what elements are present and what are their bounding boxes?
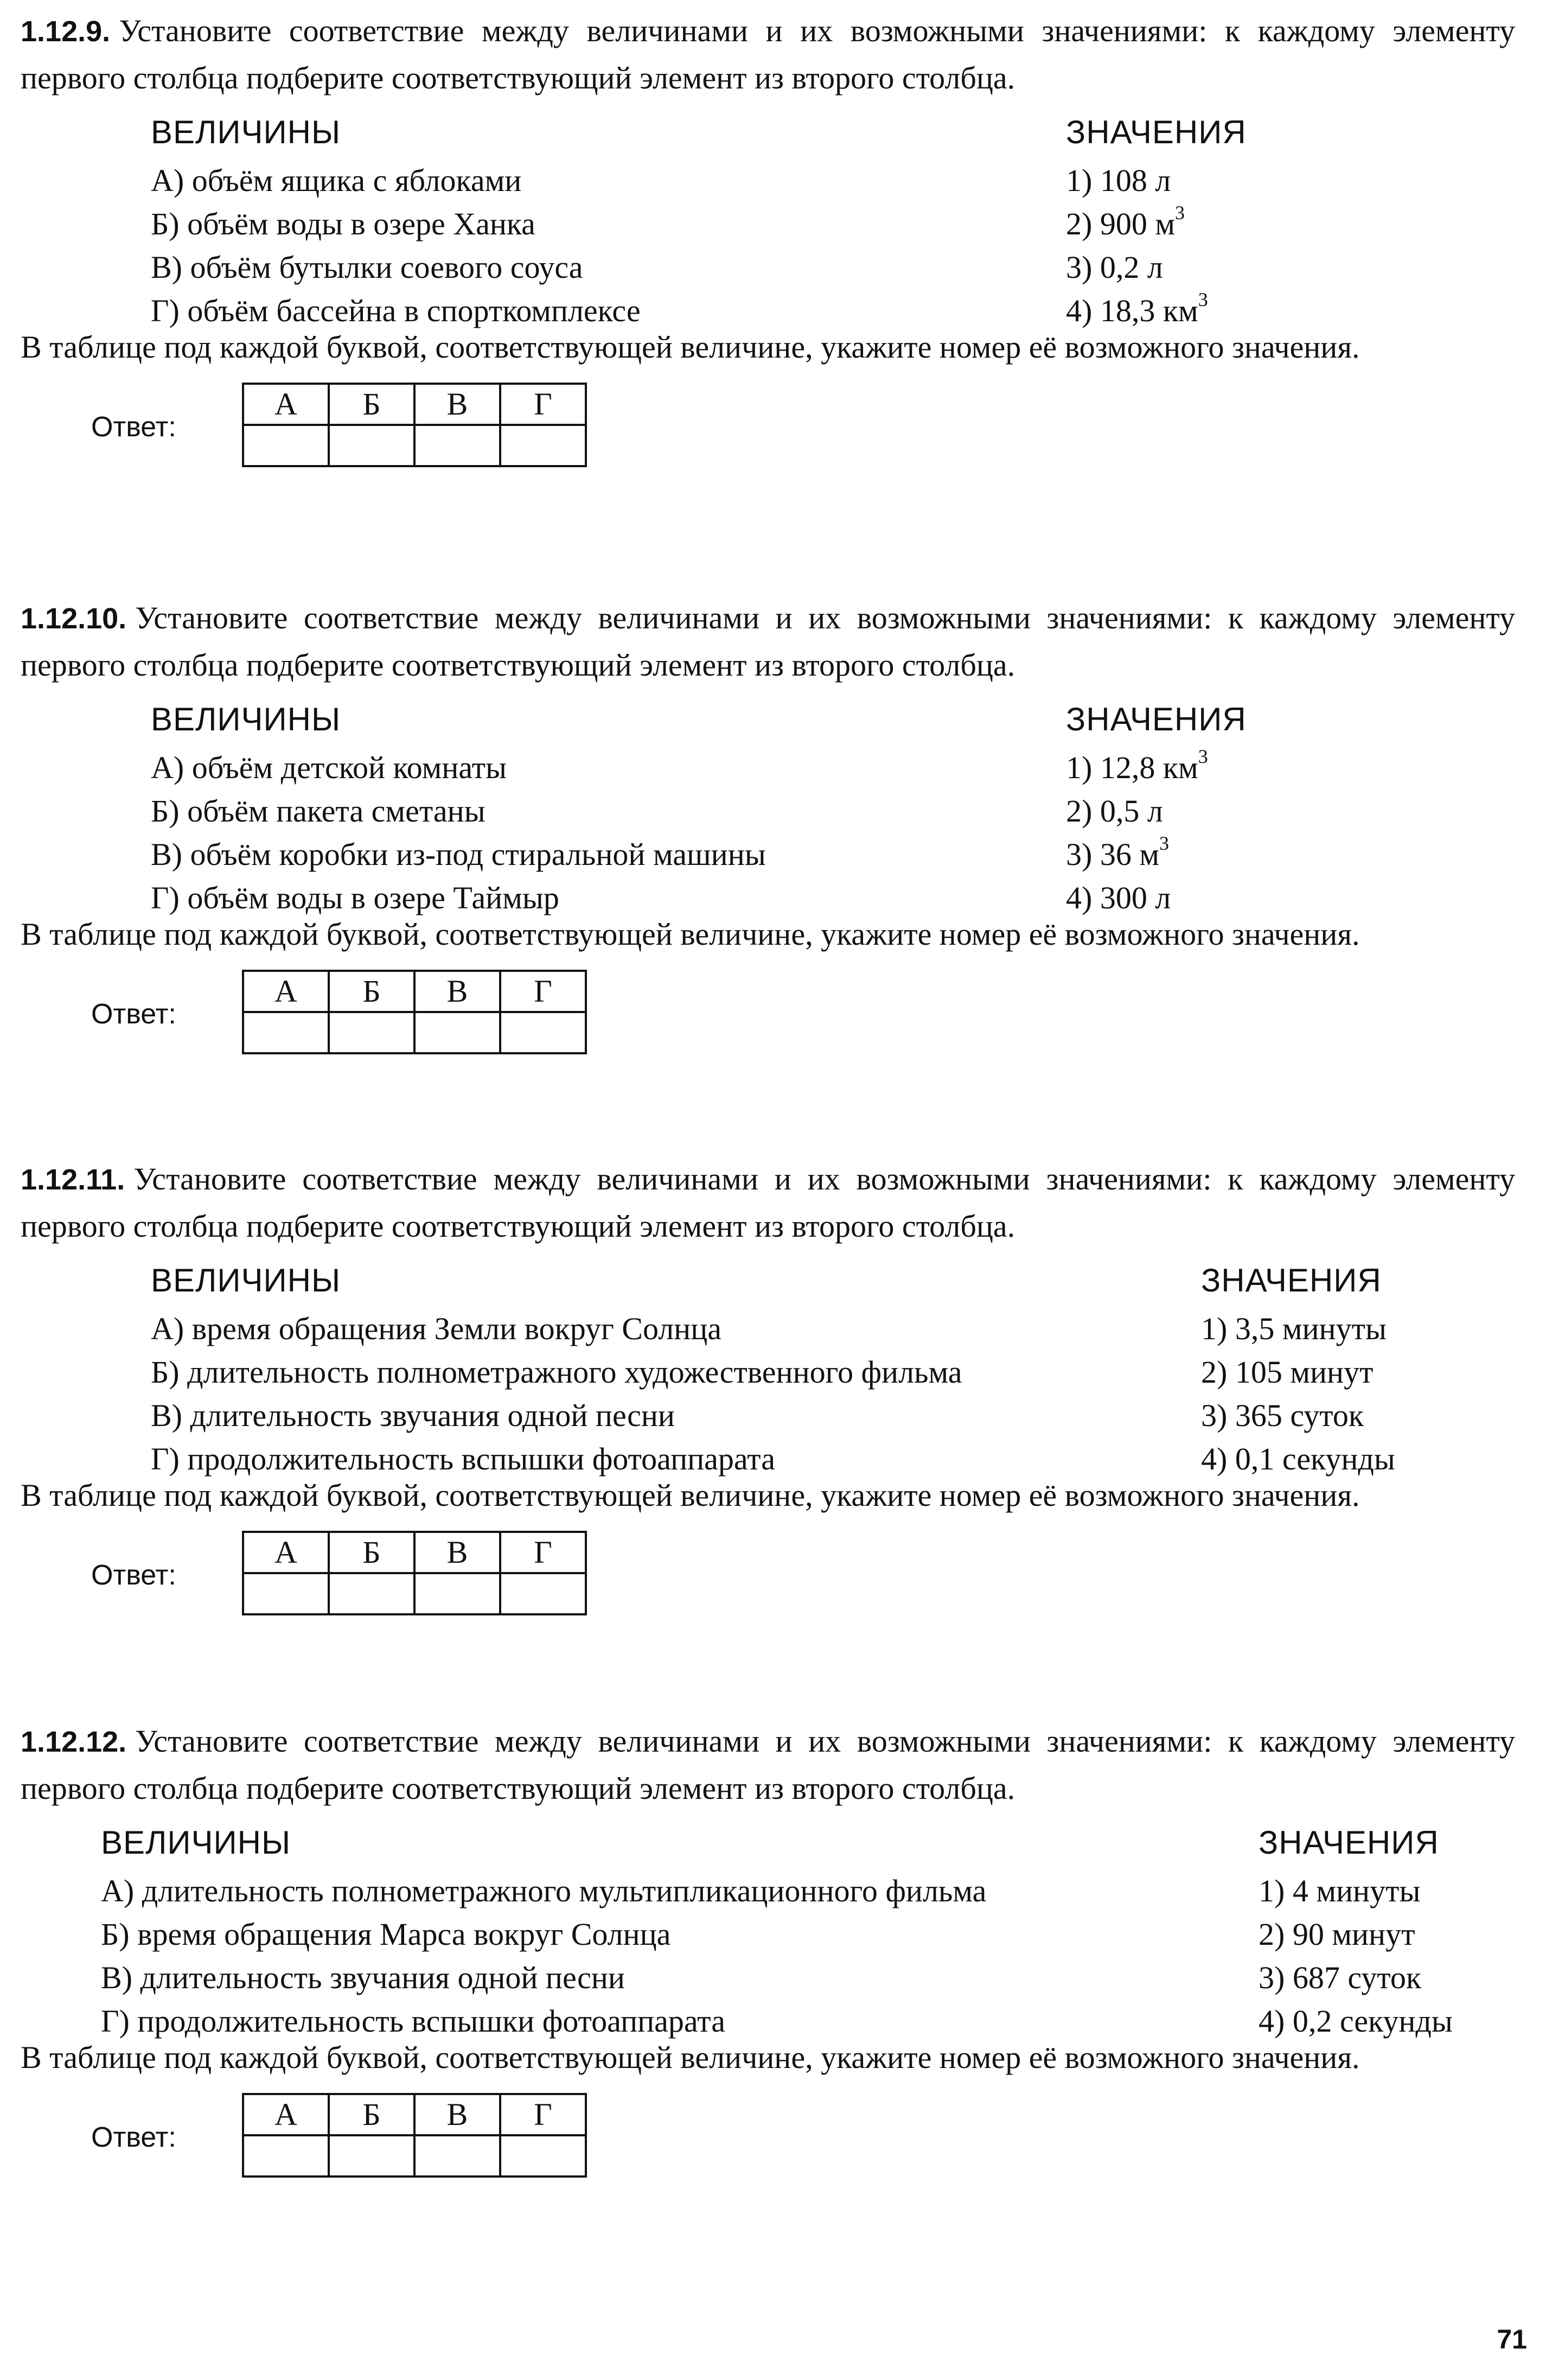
- letter-cell: В: [414, 384, 500, 425]
- answer-label: Ответ:: [91, 2122, 176, 2153]
- quantities-column: [151, 693, 766, 920]
- matching-columns: [21, 693, 1515, 915]
- quantity-item: Б) длительность полнометражного художественного фильма: [151, 1354, 962, 1390]
- quantity-item: В) объём коробки из-под стиральной машины: [151, 837, 766, 872]
- problem-1-12-12: [21, 1718, 1515, 2191]
- value-item: [1066, 790, 1247, 833]
- value-item: [1201, 1394, 1395, 1437]
- value-text: 2) 105 минут: [1201, 1354, 1374, 1390]
- value-text: 3) 0,2 л: [1066, 250, 1163, 285]
- quantity-item: А) длительность полнометражного мультипликационного фильма: [101, 1873, 987, 1908]
- quantity-item: В) длительность звучания одной песни: [151, 1398, 675, 1433]
- quantities-column: [151, 106, 641, 333]
- problem-1-12-11: [21, 1156, 1515, 1628]
- instruction-text: В таблице под каждой буквой, соответствующей величине, укажите номер её возможного значения.: [21, 917, 1360, 952]
- letter-cell: Г: [500, 1532, 586, 1573]
- values-column: [1259, 1816, 1453, 2043]
- letter-cell: А: [243, 384, 329, 425]
- answer-cell[interactable]: [414, 2135, 500, 2177]
- value-text: 3) 687 суток: [1259, 1960, 1422, 1995]
- values-header: ЗНАЧЕНИЯ: [1259, 1824, 1439, 1861]
- problem-number: 1.12.9.: [21, 15, 111, 48]
- value-item: [1259, 1869, 1453, 1913]
- answer-cell[interactable]: [414, 1573, 500, 1614]
- problem-text: Установите соответствие между величинами и их возможными значениями: к каждому элементу первого столбца подберите соответствующий элемент из второго столбца.: [21, 600, 1515, 683]
- letter-cell: А: [243, 1532, 329, 1573]
- value-text: 1) 4 минуты: [1259, 1873, 1421, 1908]
- matching-columns: [21, 106, 1515, 328]
- values-column: [1066, 106, 1247, 333]
- quantities-column: [151, 1254, 962, 1481]
- answer-cell[interactable]: [329, 1573, 414, 1614]
- value-item: [1066, 159, 1247, 202]
- value-item: [1066, 833, 1247, 876]
- problem-1-12-9: [21, 8, 1515, 480]
- page-number: 71: [1497, 2324, 1527, 2354]
- answer-cell[interactable]: [329, 2135, 414, 2177]
- letter-cell: Г: [500, 2094, 586, 2135]
- value-item: [1201, 1307, 1395, 1351]
- value-text: 2) 900 м: [1066, 206, 1176, 241]
- answer-cell[interactable]: [329, 425, 414, 466]
- answer-cell[interactable]: [500, 2135, 586, 2177]
- problem-text: Установите соответствие между величинами и их возможными значениями: к каждому элементу первого столбца подберите соответствующий элемент из второго столбца.: [21, 1723, 1515, 1806]
- value-item: [1259, 1956, 1453, 2000]
- value-item: [1066, 746, 1247, 790]
- value-text: 4) 0,1 секунды: [1201, 1441, 1395, 1477]
- problem-number: 1.12.10.: [21, 602, 127, 635]
- answer-table: [242, 383, 587, 467]
- value-text: 2) 0,5 л: [1066, 793, 1163, 829]
- value-text: 1) 3,5 минуты: [1201, 1311, 1387, 1346]
- quantities-column: [101, 1816, 986, 2043]
- value-item: [1066, 289, 1247, 333]
- quantity-item: А) объём ящика с яблоками: [151, 163, 522, 198]
- answer-table: [242, 970, 587, 1054]
- answer-cell[interactable]: [329, 1012, 414, 1053]
- value-text: 3) 36 м: [1066, 837, 1160, 872]
- letter-cell: Г: [500, 384, 586, 425]
- quantity-item: Б) объём пакета сметаны: [151, 793, 486, 829]
- answer-block: [21, 970, 1515, 1067]
- instruction-text: В таблице под каждой буквой, соответствующей величине, укажите номер её возможного значения.: [21, 1478, 1360, 1513]
- value-item: [1066, 202, 1247, 246]
- answer-cell[interactable]: [500, 425, 586, 466]
- answer-cell[interactable]: [414, 425, 500, 466]
- quantities-header: ВЕЛИЧИНЫ: [151, 1262, 341, 1299]
- answer-cell[interactable]: [243, 425, 329, 466]
- value-text: 1) 108 л: [1066, 163, 1171, 198]
- letter-cell: Г: [500, 971, 586, 1012]
- value-item: [1201, 1437, 1395, 1481]
- quantities-header: ВЕЛИЧИНЫ: [151, 114, 341, 150]
- answer-table: [242, 2093, 587, 2178]
- values-column: [1201, 1254, 1395, 1481]
- answer-cell[interactable]: [500, 1012, 586, 1053]
- letter-cell: Б: [329, 384, 414, 425]
- value-text: 4) 0,2 секунды: [1259, 2003, 1453, 2039]
- quantity-item: В) длительность звучания одной песни: [101, 1960, 625, 1995]
- values-header: ЗНАЧЕНИЯ: [1066, 701, 1247, 737]
- answer-label: Ответ:: [91, 998, 176, 1030]
- value-item: [1201, 1351, 1395, 1394]
- value-item: [1259, 2000, 1453, 2043]
- quantity-item: А) время обращения Земли вокруг Солнца: [151, 1311, 721, 1346]
- value-exponent: 3: [1198, 288, 1208, 310]
- letter-cell: Б: [329, 1532, 414, 1573]
- value-exponent: 3: [1198, 745, 1208, 767]
- letter-cell: А: [243, 971, 329, 1012]
- letter-cell: В: [414, 971, 500, 1012]
- value-item: [1066, 876, 1247, 920]
- problem-statement: [21, 8, 1515, 101]
- letter-cell: А: [243, 2094, 329, 2135]
- quantity-item: Б) время обращения Марса вокруг Солнца: [101, 1917, 671, 1952]
- answer-cell[interactable]: [243, 1012, 329, 1053]
- letter-cell: В: [414, 1532, 500, 1573]
- quantity-item: Г) продолжительность вспышки фотоаппарата: [101, 2003, 725, 2039]
- instruction-text: В таблице под каждой буквой, соответствующей величине, укажите номер её возможного значения.: [21, 329, 1360, 365]
- answer-table: [242, 1531, 587, 1615]
- answer-label: Ответ:: [91, 411, 176, 443]
- problem-1-12-10: [21, 595, 1515, 1067]
- problem-statement: [21, 1718, 1515, 1812]
- answer-cell[interactable]: [243, 2135, 329, 2177]
- letter-cell: Б: [329, 2094, 414, 2135]
- answer-block: [21, 1531, 1515, 1628]
- quantity-item: Б) объём воды в озере Ханка: [151, 206, 535, 241]
- problem-text: Установите соответствие между величинами и их возможными значениями: к каждому элементу первого столбца подберите соответствующий элемент из второго столбца.: [21, 13, 1515, 96]
- quantity-item: Г) объём воды в озере Таймыр: [151, 880, 559, 915]
- problem-text: Установите соответствие между величинами и их возможными значениями: к каждому элементу первого столбца подберите соответствующий элемент из второго столбца.: [21, 1161, 1515, 1244]
- quantity-item: В) объём бутылки соевого соуса: [151, 250, 583, 285]
- quantities-header: ВЕЛИЧИНЫ: [151, 701, 341, 737]
- letter-cell: В: [414, 2094, 500, 2135]
- instruction-text: В таблице под каждой буквой, соответствующей величине, укажите номер её возможного значения.: [21, 2040, 1360, 2075]
- value-text: 4) 300 л: [1066, 880, 1171, 915]
- answer-block: [21, 383, 1515, 480]
- value-item: [1066, 246, 1247, 289]
- value-text: 3) 365 суток: [1201, 1398, 1364, 1433]
- value-text: 4) 18,3 км: [1066, 293, 1198, 328]
- value-item: [1259, 1913, 1453, 1956]
- value-text: 2) 90 минут: [1259, 1917, 1415, 1952]
- value-exponent: 3: [1175, 201, 1185, 224]
- problem-number: 1.12.12.: [21, 1726, 127, 1758]
- matching-columns: [21, 1254, 1515, 1477]
- values-header: ЗНАЧЕНИЯ: [1066, 114, 1247, 150]
- values-column: [1066, 693, 1247, 920]
- letter-cell: Б: [329, 971, 414, 1012]
- answer-cell[interactable]: [243, 1573, 329, 1614]
- answer-block: [21, 2093, 1515, 2191]
- quantity-item: Г) продолжительность вспышки фотоаппарата: [151, 1441, 775, 1477]
- problem-statement: [21, 595, 1515, 689]
- value-exponent: 3: [1159, 832, 1170, 854]
- values-header: ЗНАЧЕНИЯ: [1201, 1262, 1382, 1299]
- quantity-item: Г) объём бассейна в спорткомплексе: [151, 293, 641, 328]
- quantity-item: А) объём детской комнаты: [151, 750, 507, 785]
- value-text: 1) 12,8 км: [1066, 750, 1198, 785]
- problem-statement: [21, 1156, 1515, 1250]
- quantities-header: ВЕЛИЧИНЫ: [101, 1824, 291, 1861]
- matching-columns: [21, 1816, 1515, 2039]
- problem-number: 1.12.11.: [21, 1163, 125, 1196]
- answer-cell[interactable]: [500, 1573, 586, 1614]
- answer-label: Ответ:: [91, 1560, 176, 1591]
- answer-cell[interactable]: [414, 1012, 500, 1053]
